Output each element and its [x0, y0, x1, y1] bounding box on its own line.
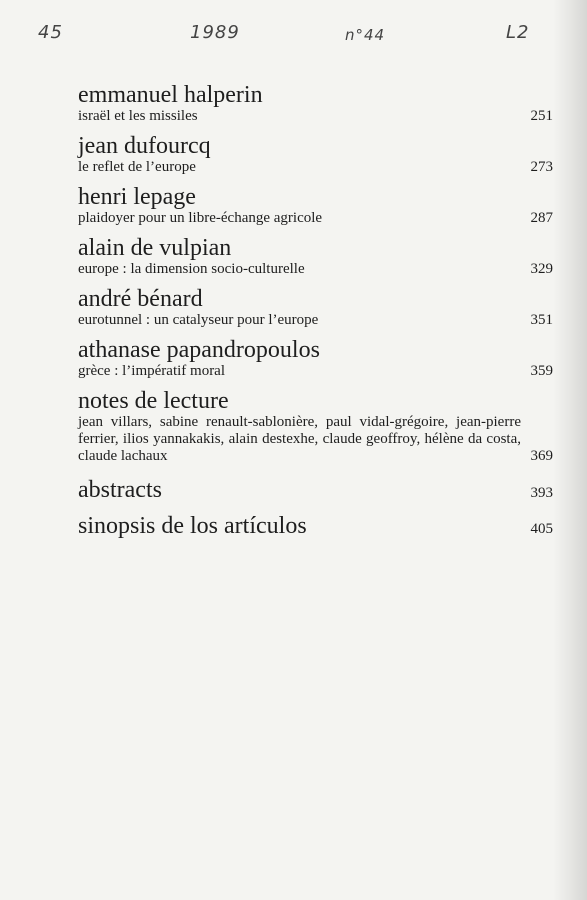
toc-entry [78, 133, 553, 176]
notes-heading: notes de lecture [78, 388, 229, 414]
toc-title: israël et les missiles [78, 108, 198, 124]
toc-subline [78, 261, 553, 278]
toc-title: plaidoyer pour un libre-échange agricole [78, 210, 323, 226]
toc-entry [78, 286, 553, 329]
toc-author: emmanuel halperin [78, 82, 263, 108]
toc-entry [78, 82, 553, 125]
toc-entry [78, 235, 553, 278]
sinopsis-label: sinopsis de los artículos [78, 513, 307, 539]
abstracts-entry [78, 477, 553, 503]
table-of-contents [78, 82, 553, 539]
toc-subline [78, 363, 553, 380]
toc-subline [78, 159, 553, 176]
toc-page-number: 351 [530, 312, 553, 328]
toc-title: grèce : l’impératif moral [78, 363, 226, 379]
handwritten-note-left: 45 [38, 22, 63, 43]
toc-author: andré bénard [78, 286, 203, 312]
toc-title: eurotunnel : un catalyseur pour l’europe [78, 312, 319, 328]
toc-author: athanase papandropoulos [78, 337, 320, 363]
toc-entry [78, 184, 553, 227]
sinopsis-page-number: 405 [530, 521, 553, 537]
toc-entry [78, 337, 553, 380]
handwritten-code: L2 [506, 22, 530, 43]
toc-page-number: 287 [530, 210, 553, 226]
handwritten-issue: n°44 [345, 26, 386, 44]
abstracts-page-number: 393 [530, 485, 553, 501]
toc-page-number: 273 [530, 159, 553, 175]
toc-subline [78, 108, 553, 125]
notes-contributors: jean villars, sabine renault-sablonière, paul vidal-grégoire, jean-pierre ferrier, ilios yannakakis, alain destexhe, claude geoffroy, hélène da costa, claude lachaux [78, 414, 521, 464]
toc-page-number: 329 [530, 261, 553, 277]
toc-author: henri lepage [78, 184, 196, 210]
handwritten-year: 1989 [190, 22, 240, 43]
toc-title: europe : la dimension socio-culturelle [78, 261, 305, 277]
abstracts-label: abstracts [78, 477, 162, 503]
notes-entry [78, 388, 553, 465]
sinopsis-entry [78, 513, 553, 539]
toc-author: jean dufourcq [78, 133, 211, 159]
toc-subline [78, 312, 553, 329]
notes-subline [78, 414, 553, 465]
notes-page-number: 369 [530, 448, 553, 464]
toc-title: le reflet de l’europe [78, 159, 196, 175]
toc-page-number: 359 [530, 363, 553, 379]
toc-page-number: 251 [530, 108, 553, 124]
toc-subline [78, 210, 553, 227]
toc-author: alain de vulpian [78, 235, 232, 261]
page-edge-shadow [553, 0, 587, 900]
